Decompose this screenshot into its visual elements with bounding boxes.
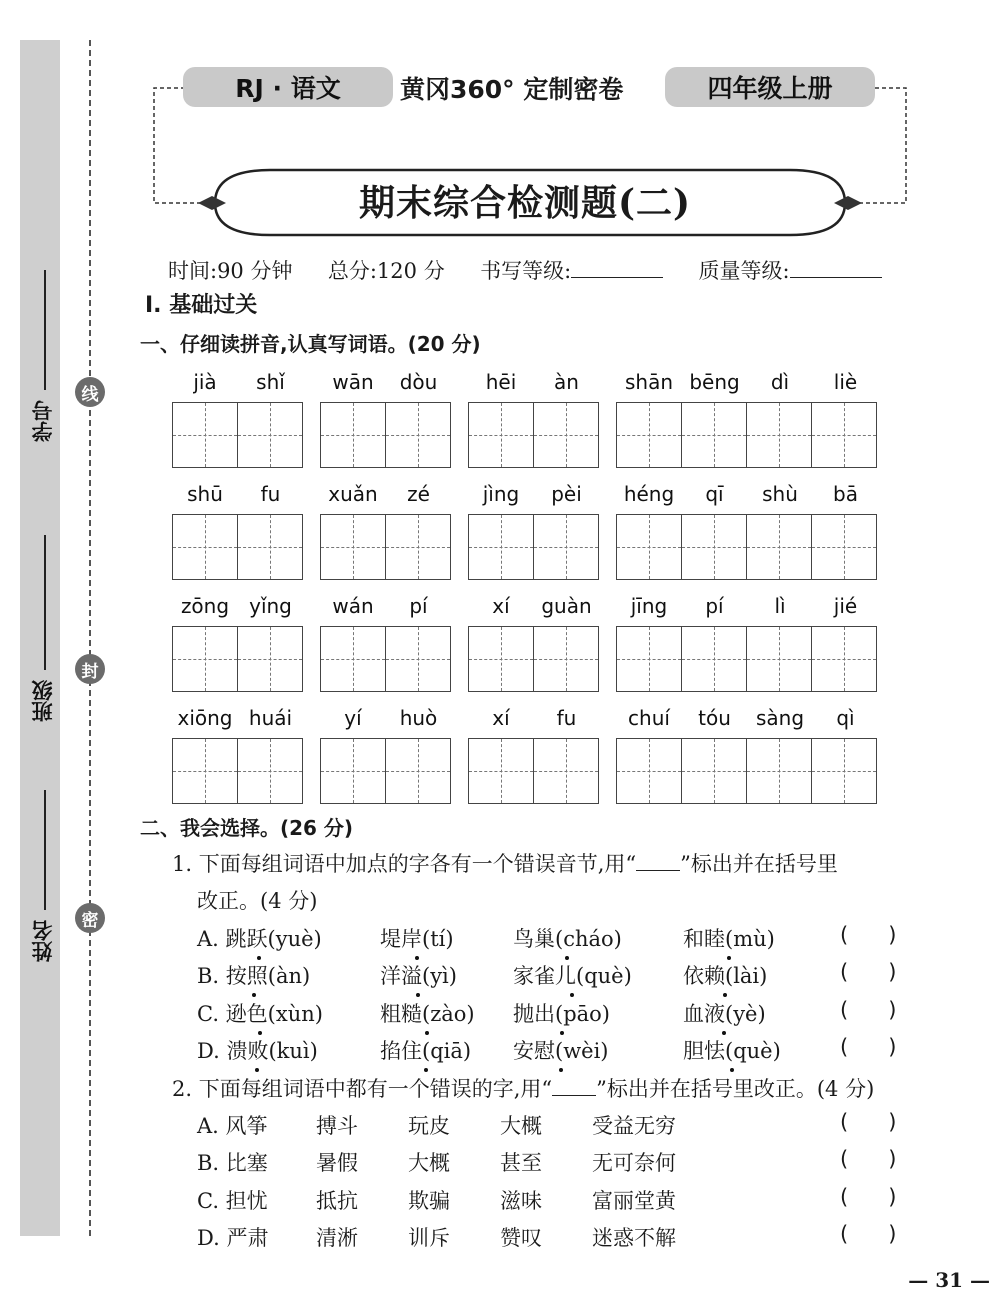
student-id-line[interactable] (44, 270, 46, 390)
tianzige-cell[interactable] (173, 403, 237, 467)
word-part: (què) (725, 1039, 781, 1063)
answer-parentheses[interactable]: ( ) (840, 1110, 897, 1134)
pinyin-syllable: jìng (482, 482, 520, 506)
tianzige-cell[interactable] (469, 627, 533, 691)
q1-option-word (513, 998, 610, 1028)
label-name: 姓名 (31, 920, 55, 962)
q1-line2: 改正。(4 分) (197, 889, 318, 913)
tianzige-cell[interactable] (681, 739, 746, 803)
word-part: 败(kuì) (247, 1039, 318, 1063)
pinyin-syllable: huái (248, 706, 293, 730)
tianzige-cell[interactable] (681, 403, 746, 467)
pinyin-syllable: zé (407, 482, 430, 506)
tianzige-cell[interactable] (746, 627, 811, 691)
q1-option-word (197, 960, 310, 990)
pinyin-syllable: pèi (551, 482, 582, 506)
q1-line1 (172, 848, 838, 878)
pinyin-syllable: xiōng (177, 706, 233, 730)
answer-parentheses[interactable]: ( ) (840, 960, 897, 984)
dotted-character: 雀 (534, 964, 555, 988)
dotted-character: 掐 (380, 1039, 401, 1063)
q1-option-word (513, 1035, 609, 1065)
pinyin-syllable: shǐ (256, 370, 285, 394)
section1-title: 一、仔细读拼音,认真写词语。(20 分) (140, 332, 481, 356)
word-part: 儿(què) (555, 964, 632, 988)
pinyin-syllable: xí (492, 594, 510, 618)
underline-sample (636, 854, 680, 871)
word-part: (mù) (725, 927, 775, 951)
tianzige-cell[interactable] (321, 739, 385, 803)
quality-grade-blank[interactable] (790, 259, 882, 278)
q1-option-word (380, 923, 454, 953)
dotted-character: 按 (225, 964, 247, 988)
pinyin-syllable: jīng (630, 594, 668, 618)
word-part: (zào) (422, 1002, 475, 1026)
tianzige-cell[interactable] (617, 627, 681, 691)
pinyin-syllable: qī (705, 482, 724, 506)
tianzige-cell[interactable] (617, 403, 681, 467)
q2-option-word: 暑假 (316, 1151, 358, 1175)
q2-option-word: 清淅 (316, 1226, 358, 1250)
writing-cells (320, 738, 451, 804)
tianzige-cell[interactable] (617, 515, 681, 579)
q1-text-b: ”标出并在括号里 (680, 852, 838, 876)
tianzige-cell[interactable] (681, 515, 746, 579)
total-score: 总分:120 分 (327, 259, 445, 283)
pinyin-syllable: xuǎn (328, 482, 378, 506)
pinyin-syllable: fu (556, 706, 577, 730)
answer-parentheses[interactable]: ( ) (840, 1185, 897, 1209)
word-part: 和 (683, 927, 704, 951)
word-part: A. (197, 927, 226, 951)
tianzige-cell[interactable] (746, 739, 811, 803)
tianzige-cell[interactable] (533, 403, 598, 467)
time-limit: 时间:90 分钟 (168, 259, 293, 283)
label-class: 班级 (31, 680, 55, 722)
q2-option-word: 大概 (408, 1151, 450, 1175)
writing-cells (172, 738, 303, 804)
q2-option-word: 抵抗 (316, 1189, 358, 1213)
q2-option-word: D. 严肃 (197, 1226, 269, 1250)
tianzige-cell[interactable] (746, 403, 811, 467)
pinyin-syllable: àn (554, 370, 579, 394)
pinyin-syllable: liè (833, 370, 858, 394)
pinyin-syllable: bā (833, 482, 858, 506)
q1-option-word (197, 998, 323, 1028)
tianzige-cell[interactable] (173, 739, 237, 803)
pinyin-syllable: qì (836, 706, 855, 730)
q2-option-word: 富丽堂黄 (592, 1189, 676, 1213)
word-part: B. (197, 964, 226, 988)
tianzige-cell[interactable] (533, 515, 598, 579)
tianzige-cell[interactable] (237, 739, 302, 803)
writing-cells (468, 738, 599, 804)
brand-title: 黄冈360° 定制密卷 (400, 75, 624, 104)
tianzige-cell[interactable] (173, 515, 237, 579)
pinyin-syllable: bēng (689, 370, 740, 394)
q2-option-word: B. 比塞 (197, 1151, 268, 1175)
pinyin-syllable: shān (624, 370, 674, 394)
tianzige-cell[interactable] (617, 739, 681, 803)
pinyin-syllable: dòu (399, 370, 438, 394)
word-part: 跃(yuè) (246, 927, 322, 951)
word-part: 安 (513, 1039, 534, 1063)
word-part: 色(xùn) (246, 1002, 323, 1026)
q2-text-b: ”标出并在括号里改正。(4 分) (596, 1077, 875, 1101)
name-line[interactable] (44, 790, 46, 910)
pinyin-syllable: sàng (755, 706, 805, 730)
writing-cells (468, 514, 599, 580)
tianzige-cell[interactable] (385, 739, 450, 803)
grade-tag: 四年级上册 (665, 67, 875, 107)
dotted-character: 溢 (401, 964, 422, 988)
tianzige-cell[interactable] (321, 627, 385, 691)
tianzige-cell[interactable] (811, 515, 876, 579)
quality-grade-label: 质量等级: (698, 259, 790, 283)
seal-mi: 密 (75, 903, 105, 933)
part-heading: Ⅰ. 基础过关 (145, 293, 258, 318)
pinyin-syllable: héng (623, 482, 675, 506)
tianzige-cell[interactable] (321, 515, 385, 579)
q1-option-word (197, 923, 322, 953)
word-part: 依 (683, 964, 704, 988)
pinyin-syllable: xí (492, 706, 510, 730)
writing-cells (468, 402, 599, 468)
answer-parentheses[interactable]: ( ) (840, 1035, 897, 1059)
writing-grade-blank[interactable] (571, 259, 663, 278)
dotted-character: 溃 (226, 1039, 248, 1063)
tianzige-cell[interactable] (385, 627, 450, 691)
dotted-character: 血 (683, 1002, 704, 1026)
q2-option-word: 大概 (500, 1114, 542, 1138)
word-part: 洋 (380, 964, 401, 988)
word-part: (cháo) (555, 927, 622, 951)
pinyin-syllable: guàn (541, 594, 592, 618)
q2-option-word: 训斥 (408, 1226, 450, 1250)
writing-cells (616, 626, 877, 692)
dotted-character: 抛 (513, 1002, 534, 1026)
exam-title: 期末综合检测题(二) (358, 181, 692, 224)
writing-cells (616, 738, 877, 804)
q1-option-word (513, 960, 632, 990)
tianzige-cell[interactable] (811, 403, 876, 467)
pinyin-syllable: shù (762, 482, 798, 506)
writing-cells (320, 514, 451, 580)
pinyin-syllable: wán (332, 594, 374, 618)
word-part: 出(pāo) (534, 1002, 610, 1026)
section2-title: 二、我会选择。(26 分) (140, 816, 354, 840)
tianzige-cell[interactable] (385, 515, 450, 579)
writing-cells (320, 626, 451, 692)
q1-option-word (683, 998, 766, 1028)
word-part: 鸟 (513, 927, 534, 951)
q2-option-word: 滋味 (500, 1189, 542, 1213)
pinyin-syllable: jià (193, 370, 217, 394)
q1-option-word (380, 960, 457, 990)
exam-info (168, 255, 882, 285)
pinyin-syllable: jié (833, 594, 858, 618)
writing-cells (172, 514, 303, 580)
q2-option-word: 迷惑不解 (592, 1226, 676, 1250)
writing-cells (616, 514, 877, 580)
subject-tag: RJ · 语文 (183, 67, 393, 107)
q1-option-word (380, 998, 475, 1028)
q1-option-word (683, 960, 767, 990)
word-part: 液(yè) (704, 1002, 766, 1026)
q2-option-word: 受益无穷 (592, 1114, 676, 1138)
q1-option-word (197, 1035, 318, 1065)
word-part: (lài) (725, 964, 768, 988)
writing-cells (172, 402, 303, 468)
q1-option-word (683, 923, 775, 953)
dotted-character: 赖 (704, 964, 725, 988)
binding-cut-line (89, 40, 91, 1236)
class-line[interactable] (44, 535, 46, 670)
answer-parentheses[interactable]: ( ) (840, 1147, 897, 1171)
dotted-character: 巢 (534, 927, 555, 951)
q2-option-word: A. 风筝 (197, 1114, 268, 1138)
word-part: 家 (513, 964, 534, 988)
pinyin-syllable: wān (332, 370, 374, 394)
tianzige-cell[interactable] (469, 403, 533, 467)
q2-option-word: 欺骗 (408, 1189, 450, 1213)
writing-cells (172, 626, 303, 692)
tianzige-cell[interactable] (469, 739, 533, 803)
tianzige-cell[interactable] (321, 403, 385, 467)
q2-line1 (172, 1073, 874, 1103)
q2-text-a: 2. 下面每组词语中都有一个错误的字,用“ (172, 1077, 553, 1101)
pinyin-syllable: pí (705, 594, 724, 618)
tianzige-cell[interactable] (385, 403, 450, 467)
pinyin-syllable: yǐng (249, 594, 292, 618)
answer-parentheses[interactable]: ( ) (840, 923, 897, 947)
pinyin-syllable: shū (187, 482, 223, 506)
writing-cells (468, 626, 599, 692)
writing-cells (320, 402, 451, 468)
word-part: D. (197, 1039, 227, 1063)
pinyin-syllable: hēi (485, 370, 517, 394)
q1-option-word (683, 1035, 781, 1065)
pinyin-syllable: chuí (628, 706, 670, 730)
answer-parentheses[interactable]: ( ) (840, 998, 897, 1022)
q2-option-word: 玩皮 (408, 1114, 450, 1138)
dotted-character: 跳 (225, 927, 247, 951)
q1-option-word (513, 923, 622, 953)
pinyin-syllable: fu (260, 482, 281, 506)
word-part: C. (197, 1002, 226, 1026)
dotted-character: 逊 (225, 1002, 247, 1026)
writing-cells (616, 402, 877, 468)
tianzige-cell[interactable] (811, 739, 876, 803)
seal-xian: 线 (75, 377, 105, 407)
underline-sample (552, 1079, 596, 1096)
pinyin-syllable: yí (344, 706, 362, 730)
pinyin-syllable: zōng (180, 594, 230, 618)
page-number: — 31 — (908, 1268, 990, 1292)
tianzige-cell[interactable] (681, 627, 746, 691)
q1-text-a: 1. 下面每组词语中加点的字各有一个错误音节,用“ (172, 852, 637, 876)
dotted-character: 糙 (401, 1002, 422, 1026)
answer-parentheses[interactable]: ( ) (840, 1222, 897, 1246)
word-part: 照(àn) (246, 964, 311, 988)
word-part: 住(qiā) (401, 1039, 472, 1063)
word-part: 岸(tí) (401, 927, 454, 951)
tianzige-cell[interactable] (173, 627, 237, 691)
q2-option-word: C. 担忧 (197, 1189, 268, 1213)
pinyin-syllable: huò (399, 706, 438, 730)
dotted-character: 怯 (704, 1039, 725, 1063)
tianzige-cell[interactable] (469, 515, 533, 579)
binding-strip (20, 40, 60, 1236)
tianzige-cell[interactable] (811, 627, 876, 691)
tianzige-cell[interactable] (237, 515, 302, 579)
pinyin-syllable: tóu (698, 706, 731, 730)
q2-option-word: 甚至 (500, 1151, 542, 1175)
writing-grade-label: 书写等级: (480, 259, 572, 283)
dotted-character: 堤 (380, 927, 401, 951)
tianzige-cell[interactable] (237, 627, 302, 691)
word-part: (wèi) (555, 1039, 609, 1063)
q2-option-word: 无可奈何 (592, 1151, 676, 1175)
q2-option-word: 搏斗 (316, 1114, 358, 1138)
seal-feng: 封 (75, 654, 105, 684)
q2-option-word: 赞叹 (500, 1226, 542, 1250)
pinyin-syllable: dì (770, 370, 790, 394)
dotted-character: 慰 (534, 1039, 555, 1063)
q1-option-word (380, 1035, 471, 1065)
word-part: 粗 (380, 1002, 401, 1026)
tianzige-cell[interactable] (746, 515, 811, 579)
pinyin-syllable: pí (409, 594, 428, 618)
word-part: 胆 (683, 1039, 704, 1063)
label-student-id: 学号 (31, 400, 55, 442)
word-part: (yì) (422, 964, 457, 988)
dotted-character: 睦 (704, 927, 725, 951)
tianzige-cell[interactable] (237, 403, 302, 467)
tianzige-cell[interactable] (533, 739, 598, 803)
tianzige-cell[interactable] (533, 627, 598, 691)
pinyin-syllable: lì (774, 594, 786, 618)
